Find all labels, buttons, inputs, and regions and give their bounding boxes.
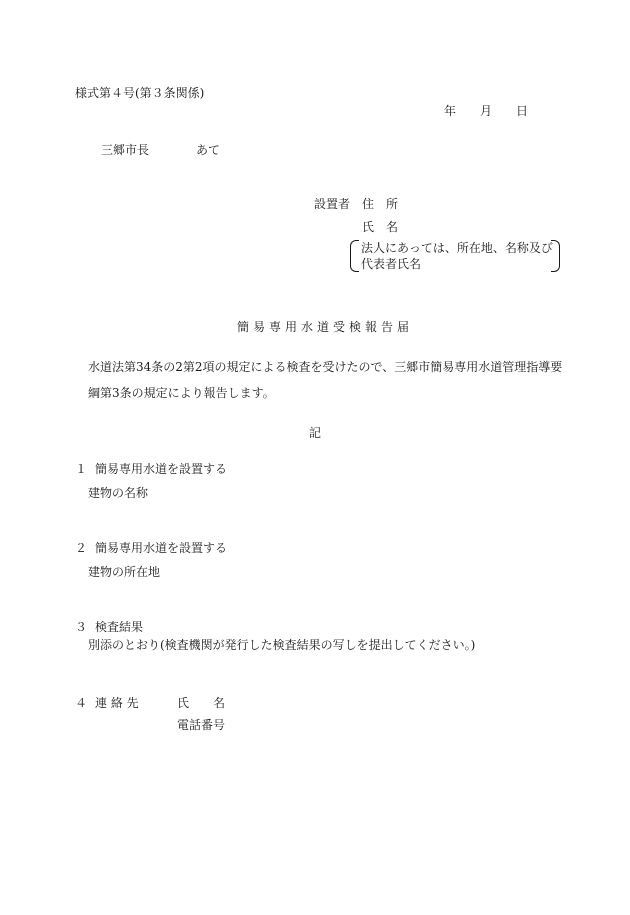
item-3-label: 検査結果 [95,620,144,634]
item-4-number: ４ [75,696,88,710]
item-1-number: １ [75,462,88,476]
item-2-label: 簡易専用水道を設置する [95,541,228,555]
document-title: 簡易専用水道受検報告届 [237,320,414,334]
addressee-ate: あて [196,143,221,157]
item-2-sub: 建物の所在地 [88,565,161,579]
item-2-number: ２ [75,541,88,555]
address-label: 住 所 [362,197,399,211]
form-number: 様式第４号(第３条関係) [75,86,205,100]
item-3-sub: 別添のとおり(検査機関が発行した検査結果の写しを提出してください。) [88,638,476,652]
item-1-label: 簡易専用水道を設置する [95,462,228,476]
contact-name-label: 氏 名 [177,696,226,710]
contact-label: 連 絡 先 [95,696,139,710]
note-right-bracket [551,240,560,272]
date-year-label: 年 [444,104,457,118]
date-day-label: 日 [516,104,529,118]
note-line-1: 法人にあっては、所在地、名称及び [361,241,553,255]
name-label: 氏 名 [362,220,399,234]
applicant-label: 設置者 [314,197,351,211]
ki-heading: 記 [309,426,322,440]
body-line-1: 水道法第34条の2第2項の規定による検査を受けたので、三郷市簡易専用水道管理指導要 [88,360,563,374]
contact-phone-label: 電話番号 [177,718,226,732]
body-line-2: 綱第3条の規定により報告します。 [88,386,275,400]
date-month-label: 月 [480,104,493,118]
note-left-bracket [350,240,359,272]
addressee-mayor: 三郷市長 [101,143,150,157]
item-1-sub: 建物の名称 [88,486,149,500]
note-line-2: 代表者氏名 [361,257,422,271]
item-3-number: ３ [75,620,88,634]
